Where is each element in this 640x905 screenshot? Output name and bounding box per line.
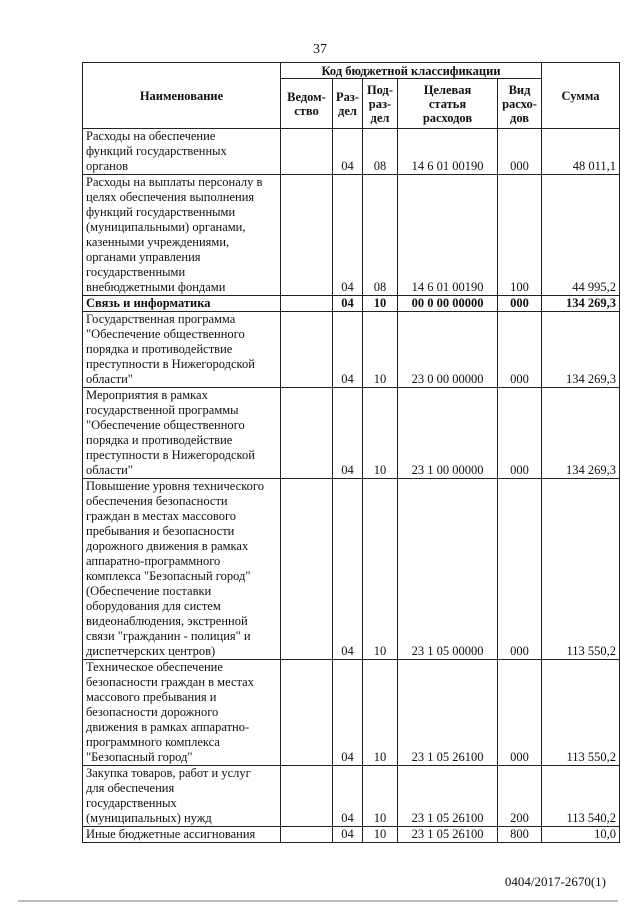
cell-vid: 200 <box>498 766 542 827</box>
page-number: 37 <box>313 42 327 57</box>
table-row <box>83 479 620 660</box>
cell-vid: 100 <box>498 175 542 296</box>
cell-podrazdel: 10 <box>363 827 398 843</box>
cell-razdel: 04 <box>333 129 363 175</box>
cell-celevaya: 14 6 01 00190 <box>398 129 498 175</box>
cell-vid: 000 <box>498 296 542 312</box>
cell-ved <box>281 827 333 843</box>
cell-name: Государственная программа "Обеспечение общественного порядка и противодействие преступности в Нижегородской области" <box>83 312 281 388</box>
cell-podrazdel: 10 <box>363 766 398 827</box>
cell-razdel: 04 <box>333 479 363 660</box>
table-row <box>83 660 620 766</box>
cell-ved <box>281 660 333 766</box>
cell-name: Закупка товаров, работ и услуг для обеспечения государственных (муниципальных) нужд <box>83 766 281 827</box>
cell-podrazdel: 08 <box>363 129 398 175</box>
cell-celevaya: 23 1 00 00000 <box>398 388 498 479</box>
cell-ved <box>281 312 333 388</box>
cell-razdel: 04 <box>333 388 363 479</box>
cell-razdel: 04 <box>333 175 363 296</box>
header-name: Наименование <box>83 63 281 129</box>
cell-summa: 10,0 <box>542 827 620 843</box>
footer-divider <box>18 900 618 902</box>
cell-celevaya: 23 1 05 26100 <box>398 766 498 827</box>
header-razdel: Раз- дел <box>333 79 363 129</box>
cell-vid: 800 <box>498 827 542 843</box>
cell-name: Иные бюджетные ассигнования <box>83 827 281 843</box>
table-row <box>83 766 620 827</box>
cell-celevaya: 23 1 05 00000 <box>398 479 498 660</box>
header-vedomstvo: Ведом- ство <box>281 79 333 129</box>
cell-celevaya: 23 1 05 26100 <box>398 827 498 843</box>
header-podrazdel: Под- раз- дел <box>363 79 398 129</box>
table-row <box>83 388 620 479</box>
cell-ved <box>281 175 333 296</box>
cell-ved <box>281 479 333 660</box>
cell-razdel: 04 <box>333 312 363 388</box>
document-code: 0404/2017-2670(1) <box>504 874 606 889</box>
cell-podrazdel: 10 <box>363 660 398 766</box>
table-row <box>83 296 620 312</box>
cell-podrazdel: 10 <box>363 388 398 479</box>
cell-podrazdel: 10 <box>363 312 398 388</box>
cell-razdel: 04 <box>333 660 363 766</box>
cell-name: Повышение уровня технического обеспечения безопасности граждан в местах массового пребывания и безопасности дорожного движения в рамках аппаратно-программного комплекса "Безопасный город" (Обеспечение поставки оборудования для систем видеонаблюдения, экстренной связи "гражданин - полиция" и диспетчерских центров) <box>83 479 281 660</box>
cell-celevaya: 23 1 05 26100 <box>398 660 498 766</box>
table-row <box>83 312 620 388</box>
header-sum: Сумма <box>542 63 620 129</box>
cell-podrazdel: 08 <box>363 175 398 296</box>
table-row <box>83 827 620 843</box>
cell-summa: 113 550,2 <box>542 479 620 660</box>
cell-name: Расходы на обеспечение функций государственных органов <box>83 129 281 175</box>
cell-ved <box>281 129 333 175</box>
cell-summa: 48 011,1 <box>542 129 620 175</box>
cell-razdel: 04 <box>333 766 363 827</box>
cell-summa: 44 995,2 <box>542 175 620 296</box>
cell-celevaya: 00 0 00 00000 <box>398 296 498 312</box>
cell-razdel: 04 <box>333 827 363 843</box>
cell-summa: 134 269,3 <box>542 296 620 312</box>
cell-podrazdel: 10 <box>363 296 398 312</box>
cell-podrazdel: 10 <box>363 479 398 660</box>
header-target-article: Целевая статья расходов <box>398 79 498 129</box>
cell-name: Мероприятия в рамках государственной программы "Обеспечение общественного порядка и противодействие преступности в Нижегородской области" <box>83 388 281 479</box>
cell-summa: 134 269,3 <box>542 312 620 388</box>
header-expense-type: Вид расхо- дов <box>498 79 542 129</box>
cell-summa: 113 550,2 <box>542 660 620 766</box>
cell-vid: 000 <box>498 129 542 175</box>
cell-summa: 134 269,3 <box>542 388 620 479</box>
cell-vid: 000 <box>498 312 542 388</box>
cell-ved <box>281 766 333 827</box>
cell-name: Связь и информатика <box>83 296 281 312</box>
cell-vid: 000 <box>498 660 542 766</box>
cell-summa: 113 540,2 <box>542 766 620 827</box>
cell-name: Расходы на выплаты персоналу в целях обеспечения выполнения функций государственными (муниципальными) органами, казенными учреждениями, органами управления государственными внебюджетными фондами <box>83 175 281 296</box>
table-row <box>83 175 620 296</box>
cell-celevaya: 14 6 01 00190 <box>398 175 498 296</box>
budget-table <box>82 62 620 843</box>
cell-celevaya: 23 0 00 00000 <box>398 312 498 388</box>
cell-vid: 000 <box>498 388 542 479</box>
cell-ved <box>281 296 333 312</box>
cell-name: Техническое обеспечение безопасности граждан в местах массового пребывания и безопасности дорожного движения в рамках аппаратно- программного комплекса "Безопасный город" <box>83 660 281 766</box>
cell-razdel: 04 <box>333 296 363 312</box>
cell-ved <box>281 388 333 479</box>
header-classification-code: Код бюджетной классификации <box>281 63 542 79</box>
cell-vid: 000 <box>498 479 542 660</box>
table-row <box>83 129 620 175</box>
